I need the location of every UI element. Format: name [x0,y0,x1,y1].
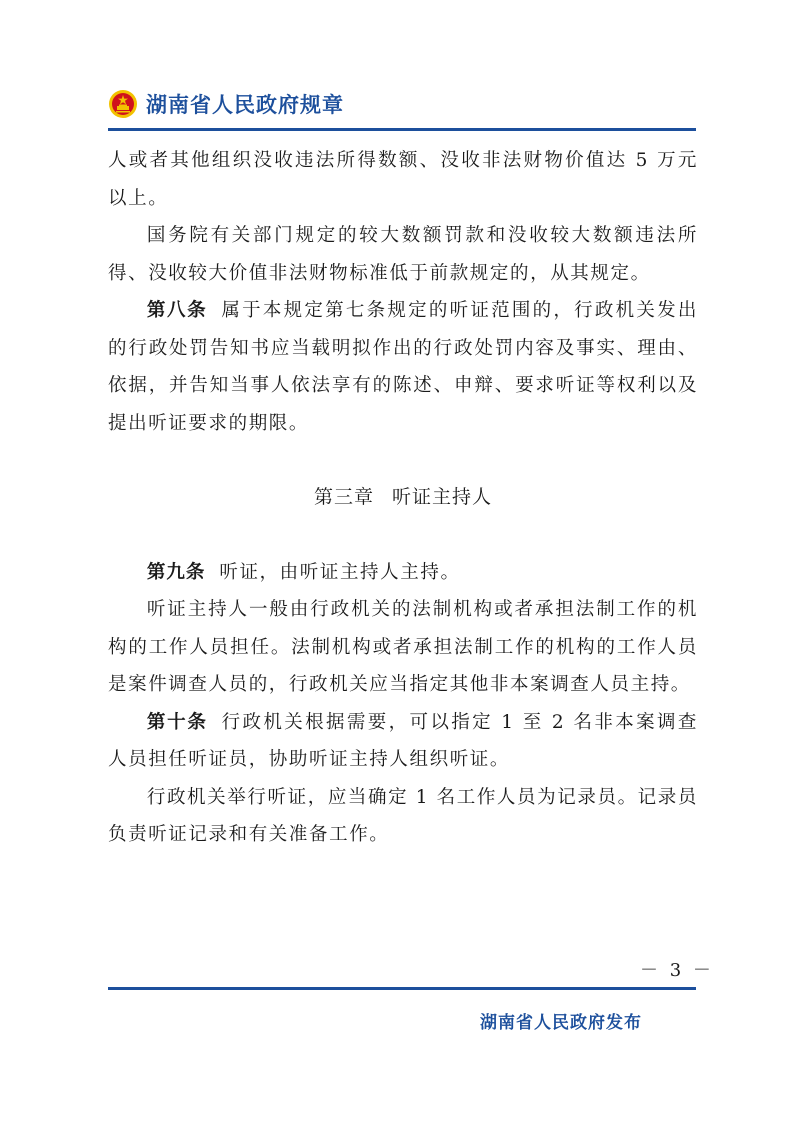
paragraph-text: 属于本规定第七条规定的听证范围的，行政机关发出的行政处罚告知书应当载明拟作出的行政处罚内容及事实、理由、依据，并告知当事人依法享有的陈述、申辩、要求听证等权利以及提出听证要求的期限。 [108,300,698,434]
paragraph-text: 听证主持人一般由行政机关的法制机构或者承担法制工作的机构的工作人员担任。法制机构或者承担法制工作的机构的工作人员是案件调查人员的，行政机关应当指定其他非本案调查人员主持。 [108,599,698,695]
paragraph-text: 行政机关根据需要，可以指定 1 至 2 名非本案调查人员担任听证员，协助听证主持人组织听证。 [108,711,698,770]
paragraph-text: 人或者其他组织没收违法所得数额、没收非法财物价值达 5 万元以上。 [108,150,698,209]
article-label: 第九条 [146,561,206,583]
paragraph [108,779,698,854]
paragraph [108,292,698,442]
header-divider [108,128,696,131]
paragraph [108,142,698,217]
paragraph [108,554,698,592]
page-header [108,84,344,124]
national-emblem-icon [108,89,138,119]
document-body [108,142,698,854]
paragraph-text: 国务院有关部门规定的较大数额罚款和没收较大数额违法所得、没收较大价值非法财物标准低于前款规定的，从其规定。 [108,225,698,284]
paragraphs-after-chapter [108,554,698,854]
paragraphs-before-chapter [108,142,698,442]
header-title: 湖南省人民政府规章 [146,93,344,117]
footer-divider [108,987,696,990]
article-label: 第八条 [146,300,208,321]
chapter-number: 第三章 [313,486,374,508]
page-number: － 3 － [640,960,714,981]
paragraph [108,217,698,292]
paragraph [108,704,698,779]
paragraph [108,591,698,704]
paragraph-text: 听证，由听证主持人主持。 [219,561,461,583]
chapter-heading [108,479,698,517]
chapter-title: 听证主持人 [392,486,493,508]
paragraph-text: 行政机关举行听证，应当确定 1 名工作人员为记录员。记录员负责听证记录和有关准备工作。 [108,786,698,845]
footer-publisher: 湖南省人民政府发布 [480,1013,642,1033]
article-label: 第十条 [146,711,208,733]
